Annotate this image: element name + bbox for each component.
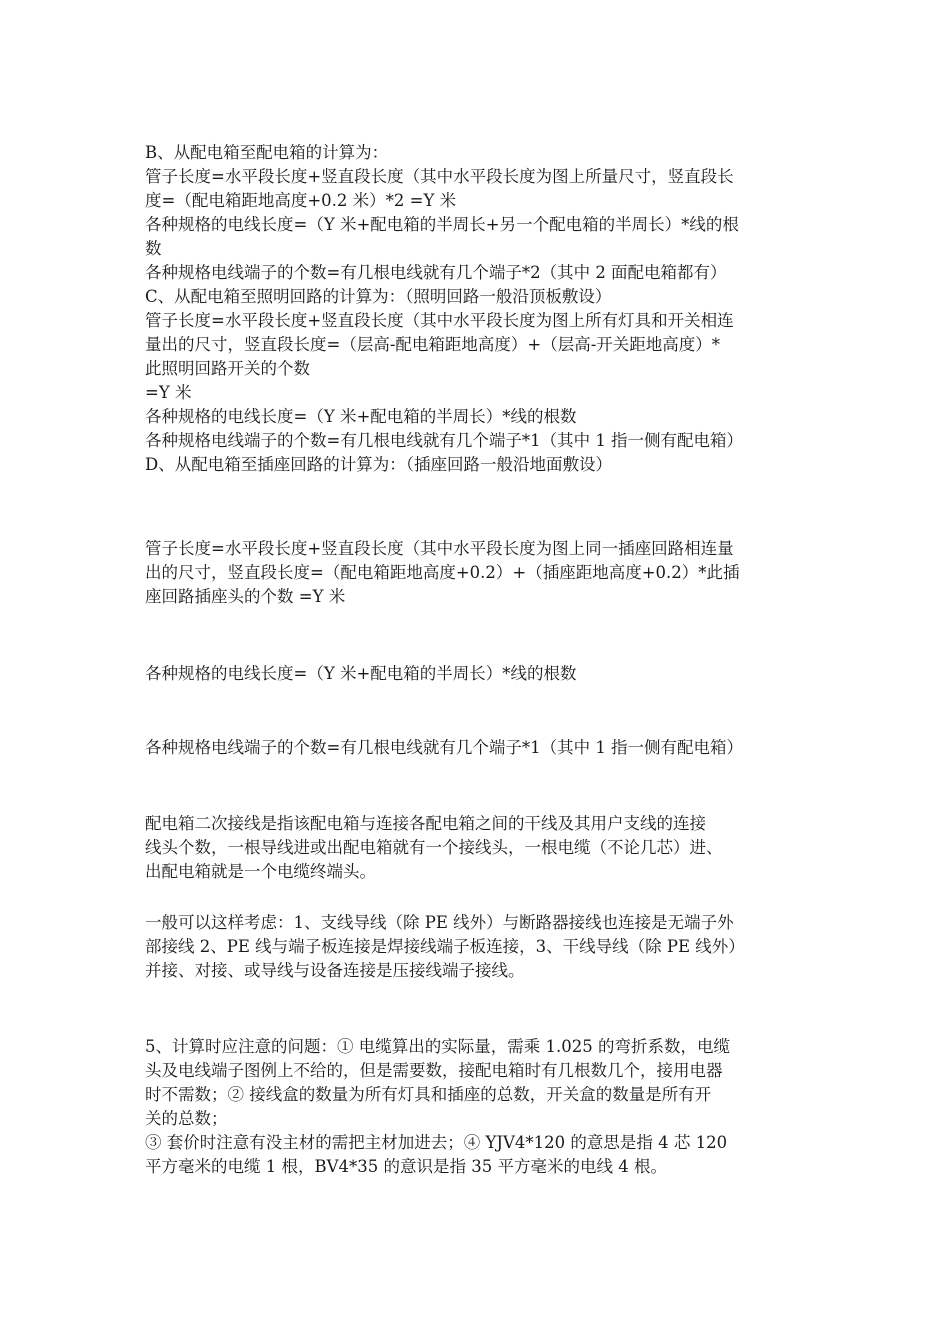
notes-5-line-2: 头及电线端子图例上不给的，但是需要数，接配电箱时有几根数几个，接用电器: [145, 1061, 723, 1080]
section-b-wire-line-1: 各种规格的电线长度=（Y 米+配电箱的半周长+另一个配电箱的半周长）*线的根: [145, 215, 739, 234]
section-b-pipe-line-1: 管子长度=水平段长度+竖直段长度（其中水平段长度为图上所量尺寸，竖直段长: [145, 167, 734, 186]
section-b-c-d-block: [145, 141, 815, 477]
section-c-terminal-line: 各种规格电线端子的个数=有几根电线就有几个端子*1（其中 1 指一侧有配电箱）: [145, 431, 744, 450]
notes-5-line-3: 时不需数；② 接线盒的数量为所有灯具和插座的总数，开关盒的数量是所有开: [145, 1085, 712, 1104]
secondary-wiring-paragraph: [145, 812, 815, 884]
section-d-pipe-line-3: 座回路插座头的个数 =Y 米: [145, 587, 346, 606]
general-note-line-1: 一般可以这样考虑：1、支线导线（除 PE 线外）与断路器接线也连接是无端子外: [145, 913, 734, 932]
general-note-paragraph: [145, 911, 815, 983]
section-d-pipe-line-2: 出的尺寸，竖直段长度=（配电箱距地高度+0.2）+（插座距地高度+0.2）*此插: [145, 563, 740, 582]
section-b-pipe-line-2: 度=（配电箱距地高度+0.2 米）*2 =Y 米: [145, 191, 457, 210]
notes-5-line-6: 平方毫米的电缆 1 根，BV4*35 的意识是指 35 平方毫米的电线 4 根。: [145, 1157, 667, 1176]
secondary-wiring-line-2: 线头个数，一根导线进或出配电箱就有一个接线头，一根电缆（不论几芯）进、: [145, 838, 723, 857]
section-b-heading: B、从配电箱至配电箱的计算为：: [145, 143, 389, 162]
section-d-pipe-line-1: 管子长度=水平段长度+竖直段长度（其中水平段长度为图上同一插座回路相连量: [145, 539, 734, 558]
section-b-terminal-line: 各种规格电线端子的个数=有几根电线就有几个端子*2（其中 2 面配电箱都有）: [145, 263, 727, 282]
section-d-terminal-line: 各种规格电线端子的个数=有几根电线就有几个端子*1（其中 1 指一侧有配电箱）: [145, 738, 744, 757]
section-d-heading: D、从配电箱至插座回路的计算为：（插座回路一般沿地面敷设）: [145, 455, 612, 474]
section-c-heading: C、从配电箱至照明回路的计算为：（照明回路一般沿顶板敷设）: [145, 287, 612, 306]
section-d-pipe-paragraph: [145, 537, 815, 609]
section-c-pipe-line-4: =Y 米: [145, 383, 192, 402]
section-c-pipe-line-2: 量出的尺寸，竖直段长度=（层高-配电箱距地高度）+（层高-开关距地高度）*: [145, 335, 721, 354]
notes-5-line-4: 关的总数；: [145, 1109, 228, 1128]
section-c-pipe-line-1: 管子长度=水平段长度+竖直段长度（其中水平段长度为图上所有灯具和开关相连: [145, 311, 734, 330]
section-d-terminal-paragraph: [145, 736, 815, 760]
notes-5-line-5: ③ 套价时注意有没主材的需把主材加进去；④ YJV4*120 的意思是指 4 芯 120: [145, 1133, 728, 1152]
section-c-wire-line: 各种规格的电线长度=（Y 米+配电箱的半周长）*线的根数: [145, 407, 577, 426]
notes-5-line-1: 5、计算时应注意的问题：① 电缆算出的实际量，需乘 1.025 的弯折系数，电缆: [145, 1037, 730, 1056]
secondary-wiring-line-3: 出配电箱就是一个电缆终端头。: [145, 862, 376, 881]
section-c-pipe-line-3: 此照明回路开关的个数: [145, 359, 310, 378]
section-b-wire-line-2: 数: [145, 239, 162, 258]
notes-5-paragraph: [145, 1035, 815, 1179]
section-d-wire-paragraph: [145, 662, 815, 686]
section-d-wire-line: 各种规格的电线长度=（Y 米+配电箱的半周长）*线的根数: [145, 664, 577, 683]
general-note-line-2: 部接线 2、PE 线与端子板连接是焊接线端子板连接，3、干线导线（除 PE 线外）: [145, 937, 745, 956]
general-note-line-3: 并接、对接、或导线与设备连接是压接线端子接线。: [145, 961, 525, 980]
secondary-wiring-line-1: 配电箱二次接线是指该配电箱与连接各配电箱之间的干线及其用户支线的连接: [145, 814, 706, 833]
